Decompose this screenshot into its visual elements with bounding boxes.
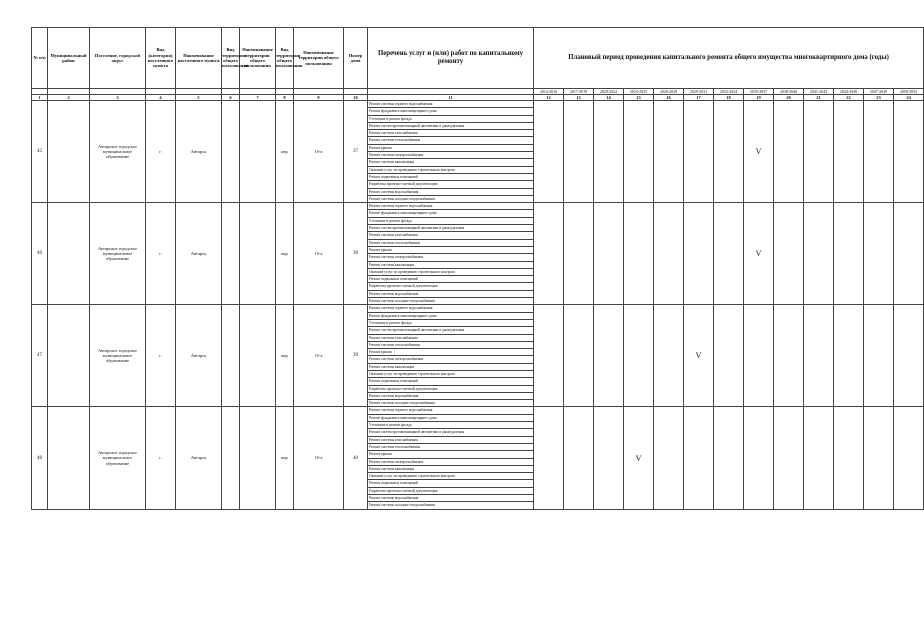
- settlement-cell: Ангарское городское муниципальное образование: [90, 101, 146, 203]
- year-cell: [714, 305, 744, 407]
- terr-name-2-cell: 10-а: [294, 203, 344, 305]
- year-cell: [894, 101, 924, 203]
- capital-repair-plan-table: [31, 27, 924, 510]
- year-header: 2044-2046: [834, 89, 864, 95]
- year-cell: [834, 407, 864, 509]
- terr-name-2-cell: 10-а: [294, 407, 344, 509]
- category-cell: г.: [146, 305, 176, 407]
- work-item: Ремонт фундамента многоквартирного дома: [368, 414, 534, 421]
- work-item: Ремонт подвальных помещений: [368, 173, 534, 180]
- plan-mark: V: [744, 203, 774, 305]
- column-number: 4: [146, 95, 176, 101]
- header-terr-name-1: Наименование территории общего пользования: [240, 28, 276, 89]
- year-cell: [534, 407, 564, 509]
- year-cell: [594, 101, 624, 203]
- row-number: 47: [32, 305, 48, 407]
- column-number: 2: [48, 95, 90, 101]
- house-number-cell: 39: [344, 305, 368, 407]
- year-cell: [654, 101, 684, 203]
- year-header: 2041-2043: [804, 89, 834, 95]
- work-item: Ремонт системы холодного водоснабжения: [368, 502, 534, 509]
- house-number-cell: 37: [344, 101, 368, 203]
- column-number: 9: [294, 95, 344, 101]
- work-item: Ремонт системы теплоснабжения: [368, 341, 534, 348]
- year-cell: [894, 305, 924, 407]
- work-item: Ремонт системы водоснабжения: [368, 392, 534, 399]
- district-cell: [48, 407, 90, 509]
- year-cell: [624, 203, 654, 305]
- work-item: Ремонт подвальных помещений: [368, 378, 534, 385]
- column-number: 19: [744, 95, 774, 101]
- table-row: [32, 101, 924, 108]
- work-item: Ремонт системы теплоснабжения: [368, 137, 534, 144]
- work-item: Ремонт фундамента многоквартирного дома: [368, 108, 534, 115]
- column-number: 6: [222, 95, 240, 101]
- work-item: Оказание услуг по проведению строительного контроля: [368, 473, 534, 480]
- year-cell: [534, 305, 564, 407]
- column-number: 16: [654, 95, 684, 101]
- work-item: Ремонт системы холодного водоснабжения: [368, 400, 534, 407]
- year-cell: [864, 407, 894, 509]
- column-number: 11: [368, 95, 534, 101]
- work-item: Ремонт системы холодного водоснабжения: [368, 195, 534, 202]
- year-cell: [714, 203, 744, 305]
- year-cell: [834, 203, 864, 305]
- work-item: Ремонт системы газоснабжения: [368, 436, 534, 443]
- year-cell: [834, 305, 864, 407]
- category-cell: г.: [146, 101, 176, 203]
- work-item: Ремонт системы водоснабжения: [368, 290, 534, 297]
- year-header: 2029-2031: [684, 89, 714, 95]
- column-number: 20: [774, 95, 804, 101]
- year-cell: [624, 101, 654, 203]
- work-item: Ремонт системы горячего водоснабжения: [368, 203, 534, 210]
- terr-type-2-cell: квр: [276, 203, 294, 305]
- work-item: Ремонт крыши: [368, 246, 534, 253]
- year-cell: [564, 101, 594, 203]
- year-cell: [804, 101, 834, 203]
- house-number-cell: 40: [344, 407, 368, 509]
- terr-name-1-cell: [240, 305, 276, 407]
- column-number: 7: [240, 95, 276, 101]
- work-item: Ремонт системы канализации: [368, 261, 534, 268]
- header-district: Муниципальный район: [48, 28, 90, 89]
- year-cell: [654, 203, 684, 305]
- year-cell: [834, 101, 864, 203]
- year-header: 2014-2016: [534, 89, 564, 95]
- column-number: 17: [684, 95, 714, 101]
- work-item: Разработка проектно-сметной документации: [368, 385, 534, 392]
- year-header: 2032-2034: [714, 89, 744, 95]
- row-number: 46: [32, 203, 48, 305]
- work-item: Утепление и ремонт фасада: [368, 319, 534, 326]
- year-cell: [534, 101, 564, 203]
- work-item: Ремонт системы газоснабжения: [368, 334, 534, 341]
- year-cell: [594, 203, 624, 305]
- column-number: 8: [276, 95, 294, 101]
- work-item: Ремонт системы водоснабжения: [368, 495, 534, 502]
- terr-type-2-cell: квр: [276, 305, 294, 407]
- work-item: Ремонт крыши: [368, 451, 534, 458]
- work-item: Ремонт систем противопожарной автоматики и дымоудаления: [368, 429, 534, 436]
- header-house: Номер дома: [344, 28, 368, 89]
- year-cell: [654, 305, 684, 407]
- locality-cell: Ангарск: [176, 101, 222, 203]
- work-item: Ремонт системы канализации: [368, 363, 534, 370]
- year-header: 2038-2040: [774, 89, 804, 95]
- terr-type-1-cell: [222, 407, 240, 509]
- year-header: 2026-2028: [654, 89, 684, 95]
- terr-name-2-cell: 10-а: [294, 101, 344, 203]
- work-item: Ремонт систем противопожарной автоматики и дымоудаления: [368, 225, 534, 232]
- year-cell: [654, 407, 684, 509]
- work-item: Ремонт системы горячего водоснабжения: [368, 305, 534, 312]
- work-item: Ремонт системы электроснабжения: [368, 152, 534, 159]
- year-cell: [774, 407, 804, 509]
- year-cell: [804, 407, 834, 509]
- terr-type-1-cell: [222, 305, 240, 407]
- column-number: 5: [176, 95, 222, 101]
- year-cell: [774, 203, 804, 305]
- district-cell: [48, 305, 90, 407]
- year-cell: [864, 203, 894, 305]
- terr-name-1-cell: [240, 407, 276, 509]
- column-number: 18: [714, 95, 744, 101]
- district-cell: [48, 203, 90, 305]
- year-header: 2050-2052: [894, 89, 924, 95]
- column-number: 24: [894, 95, 924, 101]
- header-terr-name-2: Наименование территории общего пользования: [294, 28, 344, 89]
- column-number: 23: [864, 95, 894, 101]
- work-item: Ремонт системы канализации: [368, 465, 534, 472]
- terr-name-1-cell: [240, 101, 276, 203]
- work-item: Ремонт фундамента многоквартирного дома: [368, 312, 534, 319]
- work-item: Ремонт систем противопожарной автоматики и дымоудаления: [368, 122, 534, 129]
- work-item: Разработка проектно-сметной документации: [368, 181, 534, 188]
- locality-cell: Ангарск: [176, 407, 222, 509]
- column-number: 15: [624, 95, 654, 101]
- plan-mark: V: [684, 305, 714, 407]
- year-cell: [774, 101, 804, 203]
- work-item: Ремонт фундамента многоквартирного дома: [368, 210, 534, 217]
- settlement-cell: Ангарское городское муниципальное образование: [90, 305, 146, 407]
- year-header: 2017-2019: [564, 89, 594, 95]
- locality-cell: Ангарск: [176, 305, 222, 407]
- work-item: Ремонт системы газоснабжения: [368, 232, 534, 239]
- work-item: Оказание услуг по проведению строительного контроля: [368, 370, 534, 377]
- plan-mark: V: [624, 407, 654, 509]
- table-row: [32, 203, 924, 210]
- header-row: [32, 28, 924, 89]
- work-item: Разработка проектно-сметной документации: [368, 283, 534, 290]
- table-row: [32, 305, 924, 312]
- terr-name-1-cell: [240, 203, 276, 305]
- header-locality: Наименование населенного пункта: [176, 28, 222, 89]
- work-item: Ремонт систем противопожарной автоматики и дымоудаления: [368, 327, 534, 334]
- work-item: Ремонт системы теплоснабжения: [368, 239, 534, 246]
- row-number: 48: [32, 407, 48, 509]
- work-item: Ремонт крыши: [368, 349, 534, 356]
- year-cell: [684, 407, 714, 509]
- year-cell: [624, 305, 654, 407]
- terr-type-2-cell: квр: [276, 407, 294, 509]
- work-item: Ремонт подвальных помещений: [368, 480, 534, 487]
- year-cell: [714, 407, 744, 509]
- year-cell: [534, 203, 564, 305]
- year-cell: [864, 101, 894, 203]
- terr-type-1-cell: [222, 203, 240, 305]
- header-num: № п/п: [32, 28, 48, 89]
- work-item: Утепление и ремонт фасада: [368, 422, 534, 429]
- header-plan-period: Плановый период проведения капитального ремонта общего имущества многоквартирного дома (годы): [534, 28, 924, 89]
- column-number: 22: [834, 95, 864, 101]
- header-terr-type-2: Вид территории общего пользования: [276, 28, 294, 89]
- year-cell: [774, 305, 804, 407]
- house-number-cell: 38: [344, 203, 368, 305]
- work-item: Оказание услуг по проведению строительного контроля: [368, 268, 534, 275]
- year-cell: [714, 101, 744, 203]
- year-cell: [564, 407, 594, 509]
- row-number: 45: [32, 101, 48, 203]
- terr-name-2-cell: 10-а: [294, 305, 344, 407]
- year-cell: [894, 203, 924, 305]
- column-number: 14: [594, 95, 624, 101]
- work-item: Ремонт системы электроснабжения: [368, 254, 534, 261]
- terr-type-2-cell: квр: [276, 101, 294, 203]
- work-item: Ремонт системы горячего водоснабжения: [368, 407, 534, 414]
- year-cell: [804, 203, 834, 305]
- table-row: [32, 407, 924, 414]
- column-number: 13: [564, 95, 594, 101]
- year-header: 2023-2025: [624, 89, 654, 95]
- plan-mark: V: [744, 101, 774, 203]
- work-item: Утепление и ремонт фасада: [368, 115, 534, 122]
- year-cell: [594, 305, 624, 407]
- year-cell: [864, 305, 894, 407]
- work-item: Оказание услуг по проведению строительного контроля: [368, 166, 534, 173]
- year-header: 2047-2049: [864, 89, 894, 95]
- work-item: Разработка проектно-сметной документации: [368, 487, 534, 494]
- locality-cell: Ангарск: [176, 203, 222, 305]
- header-category: Вид (категория) населенного пункта: [146, 28, 176, 89]
- year-cell: [684, 101, 714, 203]
- year-cell: [594, 407, 624, 509]
- work-item: Ремонт подвальных помещений: [368, 276, 534, 283]
- year-cell: [744, 407, 774, 509]
- column-number: 21: [804, 95, 834, 101]
- year-header: 2020-2022: [594, 89, 624, 95]
- header-settlement: Поселение, городской округ: [90, 28, 146, 89]
- work-item: Ремонт системы электроснабжения: [368, 458, 534, 465]
- column-number: 12: [534, 95, 564, 101]
- category-cell: г.: [146, 203, 176, 305]
- work-item: Ремонт системы электроснабжения: [368, 356, 534, 363]
- settlement-cell: Ангарское городское муниципальное образование: [90, 407, 146, 509]
- year-cell: [564, 203, 594, 305]
- header-terr-type-1: Вид территории общего пользования: [222, 28, 240, 89]
- terr-type-1-cell: [222, 101, 240, 203]
- work-item: Ремонт системы газоснабжения: [368, 130, 534, 137]
- work-item: Ремонт системы холодного водоснабжения: [368, 298, 534, 305]
- column-number: 10: [344, 95, 368, 101]
- work-item: Ремонт системы водоснабжения: [368, 188, 534, 195]
- settlement-cell: Ангарское городское муниципальное образование: [90, 203, 146, 305]
- column-number: 3: [90, 95, 146, 101]
- year-cell: [564, 305, 594, 407]
- work-item: Утепление и ремонт фасада: [368, 217, 534, 224]
- district-cell: [48, 101, 90, 203]
- year-cell: [744, 305, 774, 407]
- year-cell: [684, 203, 714, 305]
- work-item: Ремонт системы теплоснабжения: [368, 443, 534, 450]
- work-item: Ремонт системы канализации: [368, 159, 534, 166]
- work-item: Ремонт крыши: [368, 144, 534, 151]
- category-cell: г.: [146, 407, 176, 509]
- year-cell: [894, 407, 924, 509]
- work-item: Ремонт системы горячего водоснабжения: [368, 101, 534, 108]
- year-header: 2035-2037: [744, 89, 774, 95]
- header-works: Перечень услуг и (или) работ по капитальному ремонту: [368, 28, 534, 89]
- year-cell: [804, 305, 834, 407]
- column-number: 1: [32, 95, 48, 101]
